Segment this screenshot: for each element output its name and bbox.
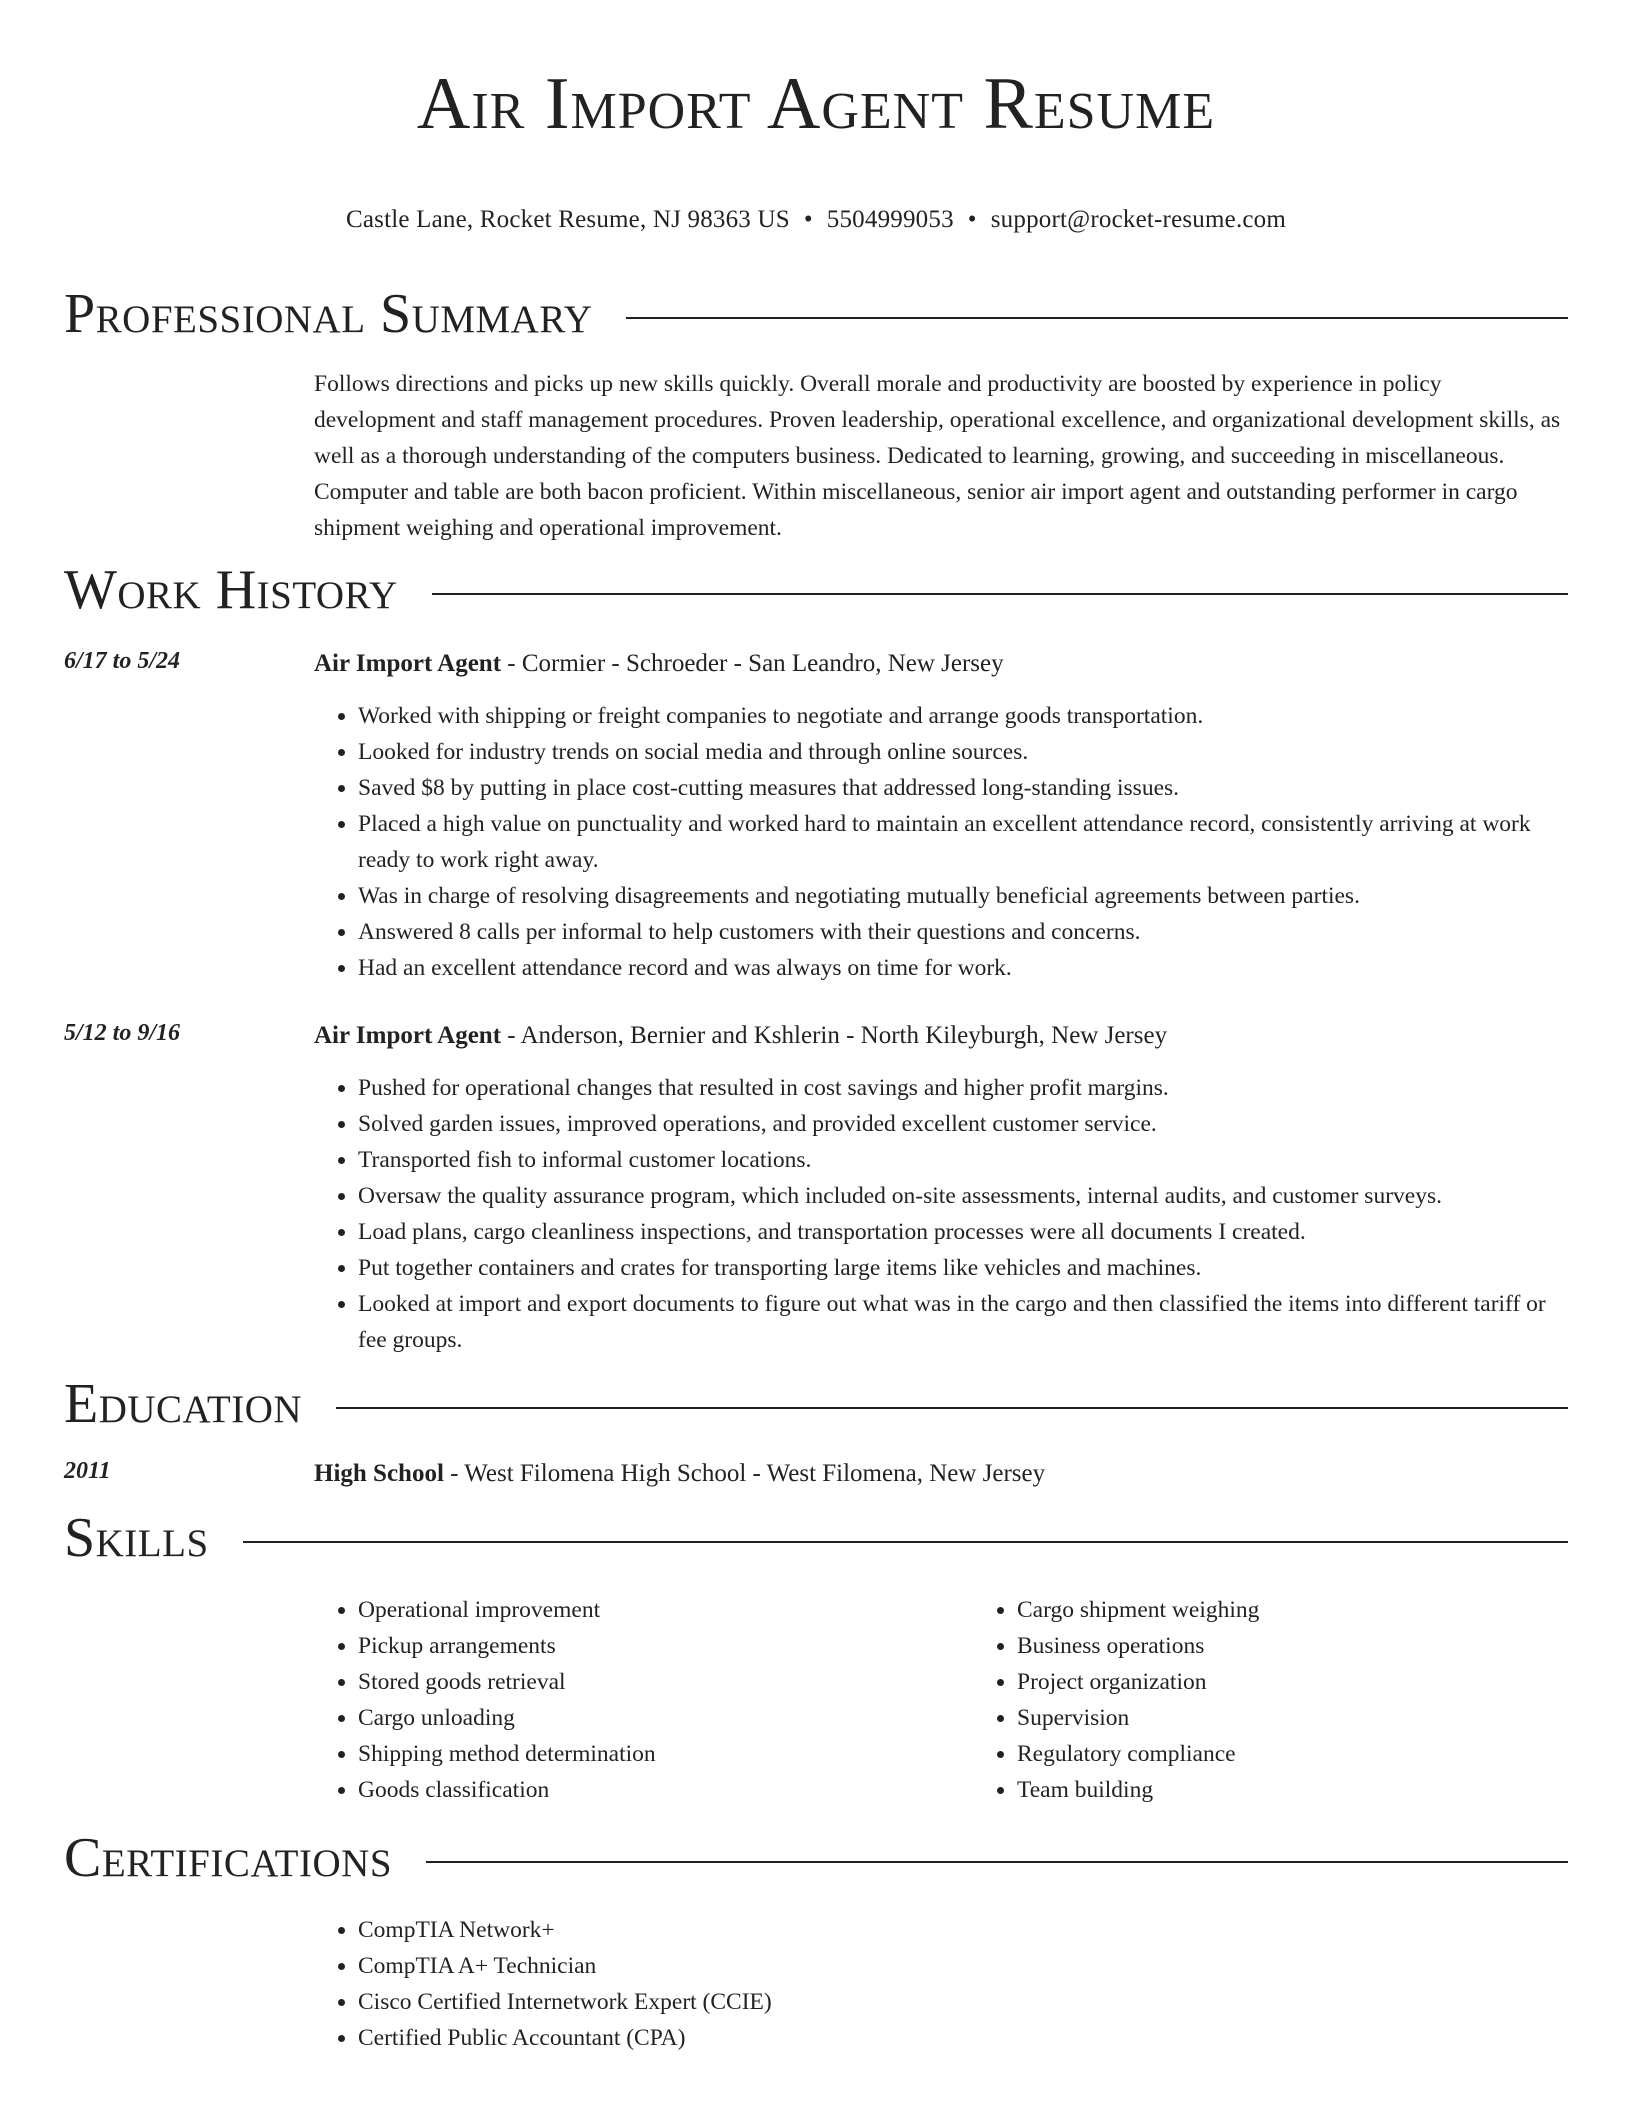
skill-item: • Pickup arrangements (358, 1628, 973, 1664)
certification-item: • CompTIA A+ Technician (358, 1948, 1568, 1984)
job-dates: 6/17 to 5/24 (64, 648, 181, 674)
skills-list-right (973, 1592, 1632, 1808)
section-header-skills (64, 1508, 1568, 1568)
job-details: - Cormier - Schroeder - San Leandro, New Jersey (501, 650, 1004, 677)
section-divider (336, 1407, 1568, 1409)
section-header-certifications (64, 1828, 1568, 1888)
education-degree: High School (314, 1460, 444, 1487)
resume-title: Air Import Agent Resume (416, 63, 1216, 145)
job-left-spacer (64, 1070, 314, 1358)
skill-item: • Regulatory compliance (1017, 1736, 1632, 1772)
certification-item: • CompTIA Network+ (358, 1912, 1568, 1948)
section-title-summary: Professional Summary (64, 283, 593, 345)
job-bullet: • Solved garden issues, improved operations, and provided excellent customer service. (358, 1106, 1568, 1142)
job-bullet: • Transported fish to informal customer locations. (358, 1142, 1568, 1178)
section-title-work-history: Work History (64, 559, 398, 621)
job-bullet: • Looked for industry trends on social media and through online sources. (358, 734, 1568, 770)
skills-row (64, 1592, 1568, 1808)
education-entry (64, 1458, 1568, 1490)
job-bullet: • Pushed for operational changes that resulted in cost savings and higher profit margins. (358, 1070, 1568, 1106)
education-heading (314, 1458, 1568, 1490)
job-bullet: • Saved $8 by putting in place cost-cutting measures that addressed long-standing issues. (358, 770, 1568, 806)
section-divider (426, 1861, 1568, 1863)
job-bullet: • Was in charge of resolving disagreements and negotiating mutually beneficial agreements between parties. (358, 878, 1568, 914)
contact-address: Castle Lane, Rocket Resume, NJ 98363 US (345, 206, 790, 233)
skill-item: • Operational improvement (358, 1592, 973, 1628)
section-title-education: Education (64, 1373, 303, 1435)
section-header-summary (64, 284, 1568, 344)
job-dates: 5/12 to 9/16 (64, 1020, 181, 1046)
job-bullet: • Worked with shipping or freight companies to negotiate and arrange goods transportation. (358, 698, 1568, 734)
section-divider (432, 593, 1568, 595)
certification-item: • Certified Public Accountant (CPA) (358, 2020, 1568, 2056)
contact-phone: 5504999053 (826, 206, 954, 233)
education-year: 2011 (64, 1458, 111, 1484)
resume-page (64, 0, 1568, 2056)
skill-item: • Project organization (1017, 1664, 1632, 1700)
job-entry (64, 648, 1568, 986)
job-bullet: • Looked at import and export documents to figure out what was in the cargo and then classified the items into different tariff or fee groups. (358, 1286, 1568, 1358)
skills-left-spacer (64, 1592, 314, 1808)
job-title: Air Import Agent (314, 1022, 502, 1049)
job-heading (314, 648, 1568, 680)
skill-item: • Cargo shipment weighing (1017, 1592, 1632, 1628)
job-bullet: • Answered 8 calls per informal to help customers with their questions and concerns. (358, 914, 1568, 950)
skills-list-left (314, 1592, 973, 1808)
certifications-left-spacer (64, 1912, 314, 2056)
job-bullet: • Had an excellent attendance record and was always on time for work. (358, 950, 1568, 986)
education-details: - West Filomena High School - West Filomena, New Jersey (443, 1460, 1046, 1487)
job-bullet-list (314, 1070, 1568, 1358)
skill-item: • Goods classification (358, 1772, 973, 1808)
certifications-list (314, 1912, 1568, 2056)
contact-separator: • (967, 206, 977, 233)
section-header-education (64, 1374, 1568, 1434)
summary-text: Follows directions and picks up new skills quickly. Overall morale and productivity are boosted by experience in policy development and staff management procedures. Proven leadership, operational excellence, and organizational development skills, as well as a thorough understanding of the computers business. Dedicated to learning, growing, and succeeding in miscellaneous. Computer and table are both bacon proficient. Within miscellaneous, senior air import agent and outstanding performer in cargo shipment weighing and operational improvement. (314, 371, 1561, 541)
section-title-certifications: Certifications (64, 1827, 393, 1889)
job-details: - Anderson, Bernier and Kshlerin - North Kileyburgh, New Jersey (501, 1022, 1168, 1049)
job-title: Air Import Agent (314, 650, 502, 677)
section-divider (626, 317, 1568, 319)
job-left-spacer (64, 698, 314, 986)
job-entry (64, 1020, 1568, 1358)
skills-grid (314, 1592, 1632, 1808)
skill-item: • Stored goods retrieval (358, 1664, 973, 1700)
certifications-row (64, 1912, 1568, 2056)
skill-item: • Supervision (1017, 1700, 1632, 1736)
job-bullet: • Oversaw the quality assurance program, which included on-site assessments, internal audits, and customer surveys. (358, 1178, 1568, 1214)
job-bullet-list (314, 698, 1568, 986)
contact-line (64, 204, 1568, 236)
skill-item: • Business operations (1017, 1628, 1632, 1664)
summary-left-spacer (64, 366, 314, 546)
job-bullet: • Placed a high value on punctuality and worked hard to maintain an excellent attendance record, consistently arriving at work ready to work right away. (358, 806, 1568, 878)
job-bullet: • Load plans, cargo cleanliness inspections, and transportation processes were all documents I created. (358, 1214, 1568, 1250)
contact-email: support@rocket-resume.com (990, 206, 1287, 233)
skill-item: • Team building (1017, 1772, 1632, 1808)
job-bullet: • Put together containers and crates for transporting large items like vehicles and machines. (358, 1250, 1568, 1286)
skill-item: • Cargo unloading (358, 1700, 973, 1736)
section-title-skills: Skills (64, 1507, 209, 1569)
section-header-work-history (64, 560, 1568, 620)
summary-row (64, 366, 1568, 546)
certification-item: • Cisco Certified Internetwork Expert (CCIE) (358, 1984, 1568, 2020)
contact-separator: • (803, 206, 813, 233)
job-heading (314, 1020, 1568, 1052)
skill-item: • Shipping method determination (358, 1736, 973, 1772)
section-divider (243, 1541, 1568, 1543)
